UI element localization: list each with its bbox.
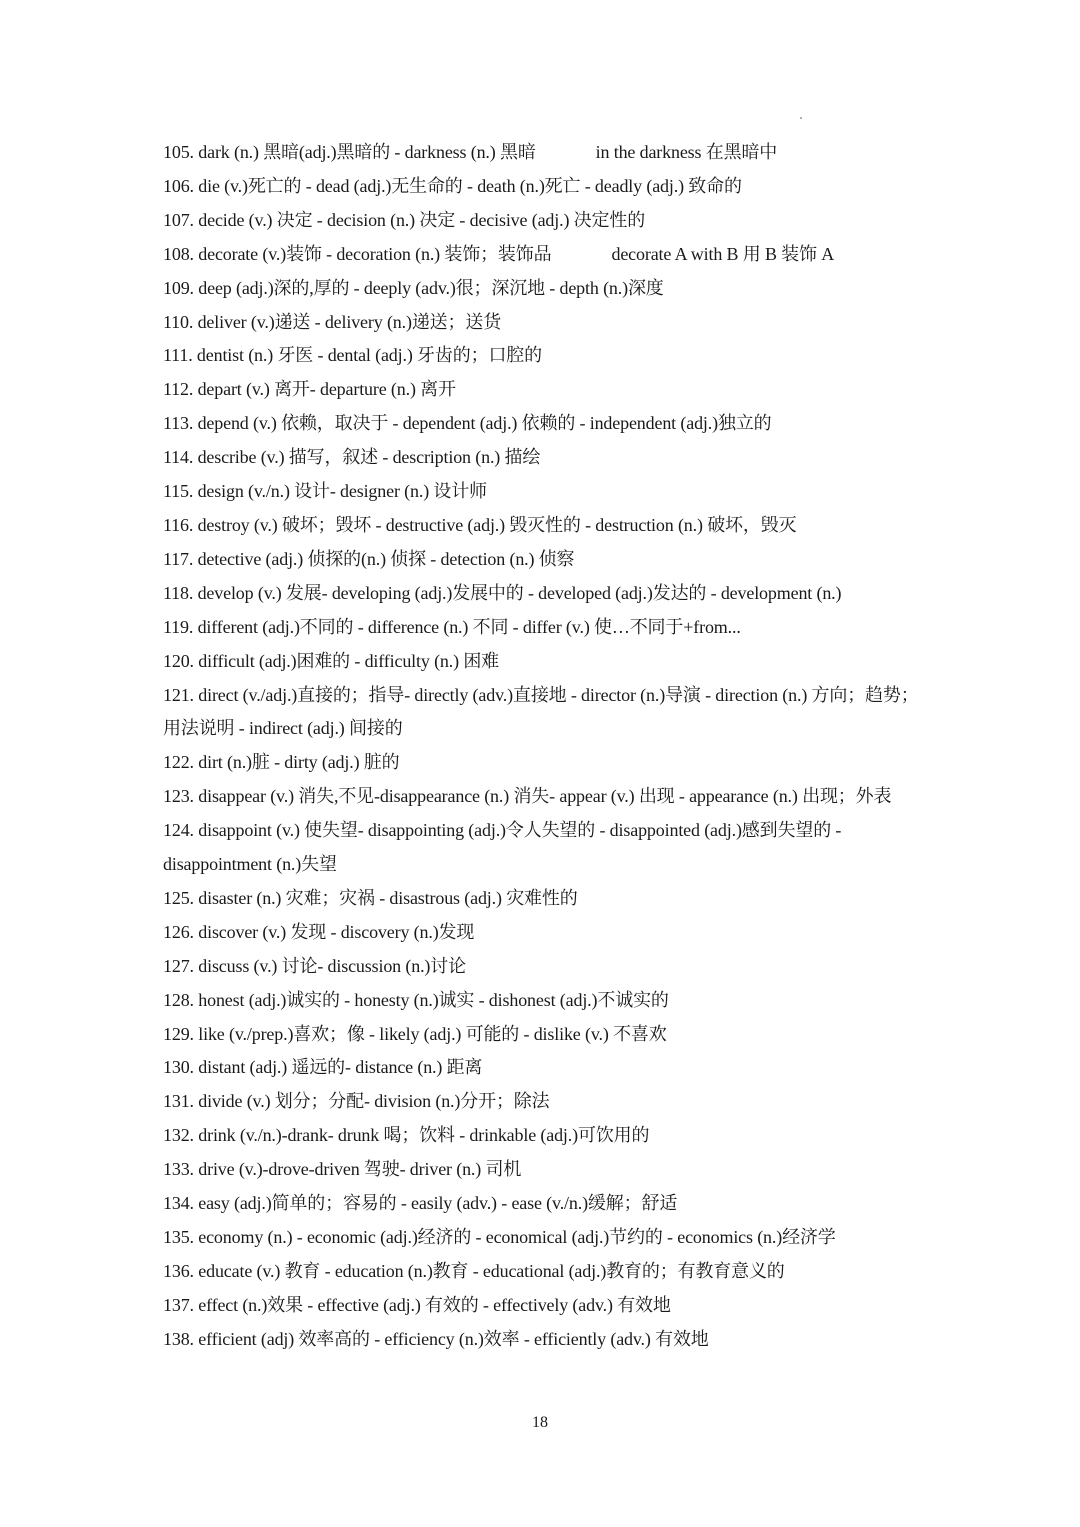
entry-text: 118. develop (v.) 发展- developing (adj.)发展中的 - developed (adj.)发达的 - development (n.) [163, 582, 842, 603]
entry-text: 138. efficient (adj) 效率高的 - efficiency (n.)效率 - efficiently (adv.) 有效地 [163, 1328, 709, 1349]
entry-text: 133. drive (v.)-drove-driven 驾驶- driver (n.) 司机 [163, 1159, 522, 1180]
vocabulary-entry [163, 306, 933, 340]
vocabulary-entry [163, 1051, 933, 1085]
vocabulary-entry [163, 1255, 933, 1289]
entry-text: 109. deep (adj.)深的,厚的 - deeply (adv.)很；深沉地 - depth (n.)深度 [163, 277, 664, 298]
vocabulary-entry [163, 1221, 933, 1255]
vocabulary-entry [163, 882, 933, 916]
entry-text: 137. effect (n.)效果 - effective (adj.) 有效的 - effectively (adv.) 有效地 [163, 1294, 671, 1315]
vocabulary-entry [163, 1119, 933, 1153]
entry-text: 129. like (v./prep.)喜欢；像 - likely (adj.) 可能的 - dislike (v.) 不喜欢 [163, 1023, 667, 1044]
entry-text: 136. educate (v.) 教育 - education (n.)教育 - educational (adj.)教育的；有教育意义的 [163, 1260, 785, 1281]
vocabulary-entry [163, 1323, 933, 1357]
vocabulary-entry [163, 204, 933, 238]
entry-text: 121. direct (v./adj.)直接的；指导- directly (adv.)直接地 - director (n.)导演 - direction (n.) 方向；趋势；用法说明 - indirect (adj.) 间接的 [163, 684, 919, 739]
vocabulary-entry [163, 441, 933, 475]
entry-text: 128. honest (adj.)诚实的 - honesty (n.)诚实 - dishonest (adj.)不诚实的 [163, 989, 669, 1010]
entry-text: 120. difficult (adj.)困难的 - difficulty (n.) 困难 [163, 650, 500, 671]
scan-speck [800, 117, 802, 119]
vocabulary-entry [163, 984, 933, 1018]
entry-text: 105. dark (n.) 黑暗(adj.)黑暗的 - darkness (n.) 黑暗 [163, 142, 536, 162]
vocabulary-entry [163, 1187, 933, 1221]
entry-text: 113. depend (v.) 依赖，取决于 - dependent (adj.) 依赖的 - independent (adj.)独立的 [163, 413, 772, 434]
vocabulary-entry [163, 645, 933, 679]
entry-text: 111. dentist (n.) 牙医 - dental (adj.) 牙齿的；口腔的 [163, 345, 543, 366]
vocabulary-entry [163, 509, 933, 543]
vocabulary-entry [163, 373, 933, 407]
entry-text: 116. destroy (v.) 破坏；毁坏 - destructive (adj.) 毁灭性的 - destruction (n.) 破坏，毁灭 [163, 514, 797, 535]
entry-text: 114. describe (v.) 描写，叙述 - description (n.) 描绘 [163, 447, 541, 468]
vocabulary-entry [163, 543, 933, 577]
vocabulary-entry [163, 780, 933, 814]
vocabulary-entry [163, 1018, 933, 1052]
entry-text: 117. detective (adj.) 侦探的(n.) 侦探 - detection (n.) 侦察 [163, 548, 575, 569]
vocabulary-entry [163, 611, 933, 645]
vocabulary-entry [163, 746, 933, 780]
entry-text: 107. decide (v.) 决定 - decision (n.) 决定 - decisive (adj.) 决定性的 [163, 209, 646, 230]
entry-text: 134. easy (adj.)简单的；容易的 - easily (adv.) - ease (v./n.)缓解；舒适 [163, 1193, 678, 1214]
vocabulary-entry [163, 577, 933, 611]
vocabulary-entry [163, 916, 933, 950]
vocabulary-entry [163, 1085, 933, 1119]
entry-text: 112. depart (v.) 离开- departure (n.) 离开 [163, 379, 456, 400]
page-number: 18 [532, 1414, 548, 1431]
vocabulary-entry [163, 679, 933, 747]
entry-text: 108. decorate (v.)装饰 - decoration (n.) 装饰；装饰品 [163, 243, 552, 264]
vocabulary-list [163, 136, 933, 1357]
entry-text: 132. drink (v./n.)-drank- drunk 喝；饮料 - drinkable (adj.)可饮用的 [163, 1125, 650, 1146]
entry-text: 106. die (v.)死亡的 - dead (adj.)无生命的 - death (n.)死亡 - deadly (adj.) 致命的 [163, 175, 742, 196]
vocabulary-entry [163, 950, 933, 984]
vocabulary-entry [163, 136, 933, 170]
entry-text: 126. discover (v.) 发现 - discovery (n.)发现 [163, 921, 475, 942]
entry-phrase: in the darkness 在黑暗中 [595, 142, 778, 162]
vocabulary-entry [163, 238, 933, 272]
entry-text: 123. disappear (v.) 消失,不见-disappearance (n.) 消失- appear (v.) 出现 - appearance (n.) 出现；外表 [163, 786, 892, 807]
vocabulary-entry [163, 814, 933, 882]
vocabulary-entry [163, 1289, 933, 1323]
entry-text: 135. economy (n.) - economic (adj.)经济的 - economical (adj.)节约的 - economics (n.)经济学 [163, 1227, 836, 1247]
entry-text: 124. disappoint (v.) 使失望- disappointing (adj.)令人失望的 - disappointed (adj.)感到失望的 - disappointment (n.)失望 [163, 820, 842, 875]
entry-text: 127. discuss (v.) 讨论- discussion (n.)讨论 [163, 955, 466, 976]
vocabulary-entry [163, 339, 933, 373]
vocabulary-entry [163, 1153, 933, 1187]
entry-text: 110. deliver (v.)递送 - delivery (n.)递送；送货 [163, 311, 502, 332]
entry-text: 131. divide (v.) 划分；分配- division (n.)分开；除法 [163, 1091, 550, 1112]
vocabulary-entry [163, 407, 933, 441]
entry-text: 119. different (adj.)不同的 - difference (n.) 不同 - differ (v.) 使…不同于+from... [163, 616, 741, 637]
entry-text: 115. design (v./n.) 设计- designer (n.) 设计师 [163, 481, 487, 502]
entry-phrase: decorate A with B 用 B 装饰 A [611, 243, 835, 264]
entry-text: 125. disaster (n.) 灾难；灾祸 - disastrous (adj.) 灾难性的 [163, 887, 578, 908]
entry-text: 122. dirt (n.)脏 - dirty (adj.) 脏的 [163, 752, 400, 773]
vocabulary-entry [163, 475, 933, 509]
entry-text: 130. distant (adj.) 遥远的- distance (n.) 距离 [163, 1057, 483, 1078]
vocabulary-entry [163, 272, 933, 306]
vocabulary-entry [163, 170, 933, 204]
